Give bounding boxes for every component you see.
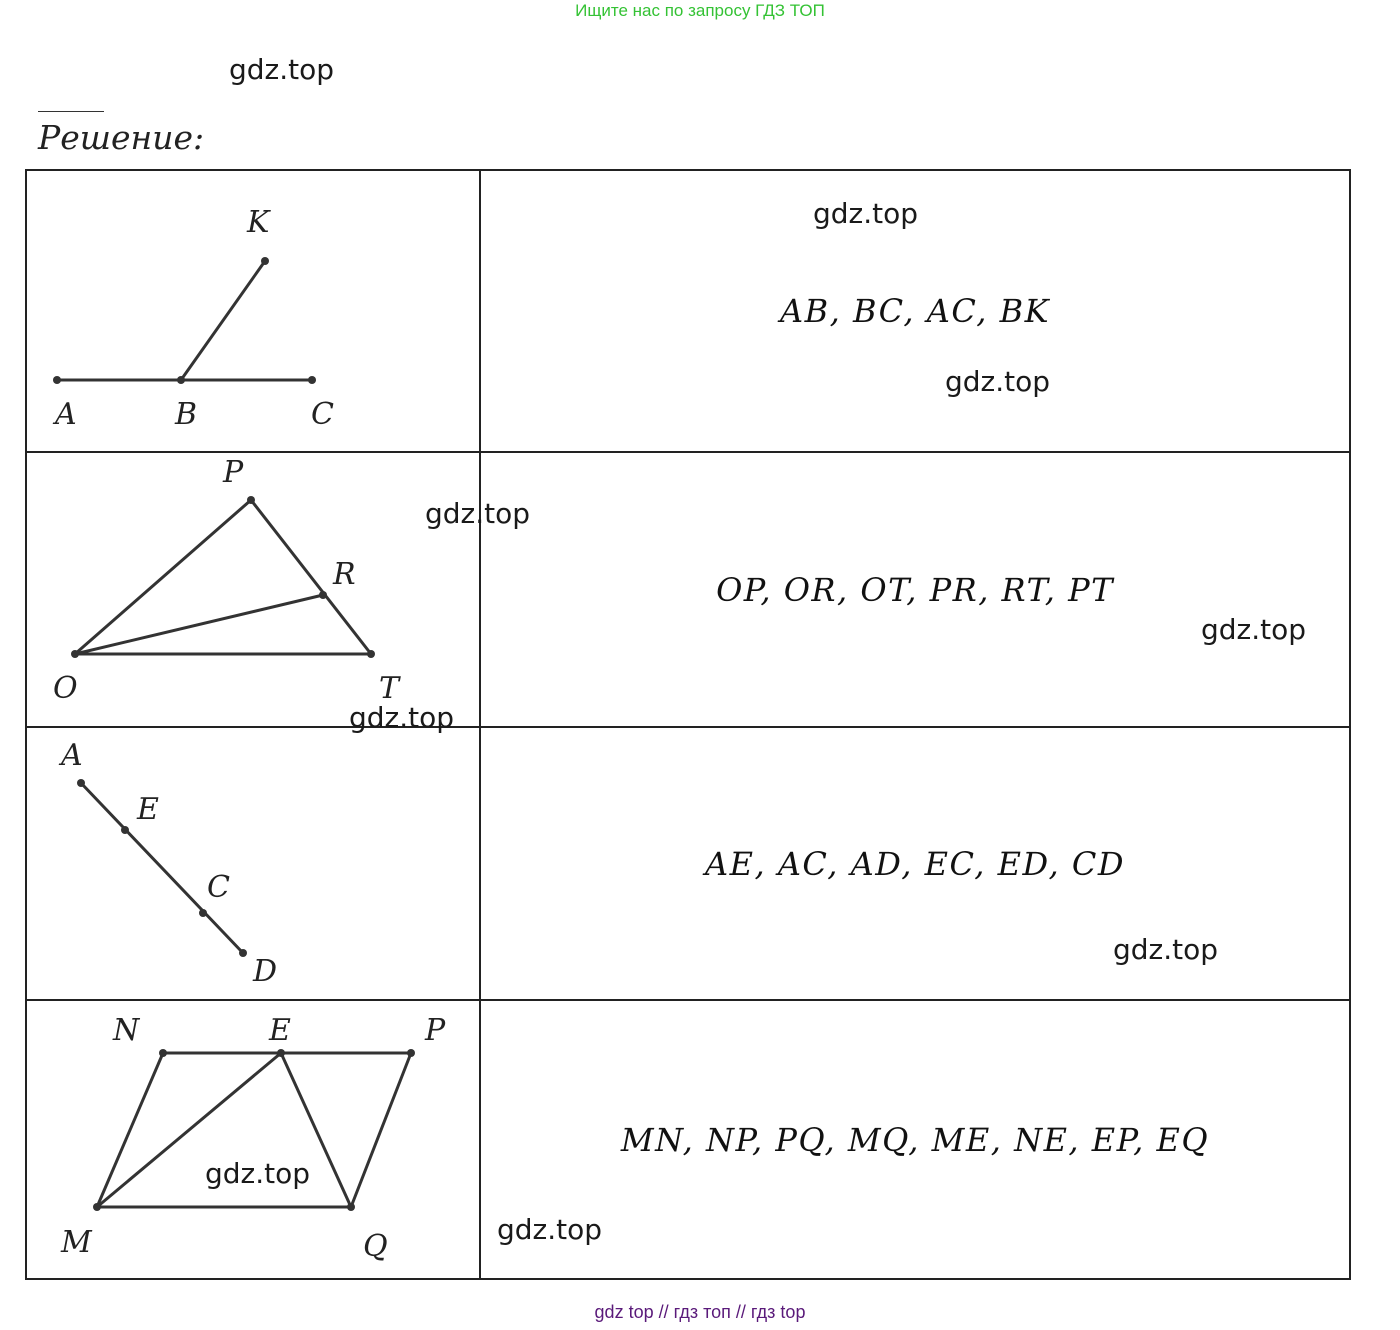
figure-cell [26, 452, 480, 727]
solution-heading: Решение: [38, 118, 205, 157]
point-label-o: O [53, 671, 78, 706]
answer-cell [480, 452, 1350, 727]
point-label-m: M [61, 1225, 92, 1260]
point-label-r: R [333, 557, 356, 592]
table-row [26, 1000, 1350, 1279]
solution-table [25, 169, 1351, 1280]
point-label-k: K [247, 205, 270, 240]
figure-cell [26, 170, 480, 452]
point-label-t: T [379, 671, 400, 706]
watermark: gdz.top [425, 497, 531, 530]
watermark: gdz.top [497, 1213, 603, 1246]
point-label-n: N [113, 1013, 140, 1048]
point-label-e: E [269, 1013, 291, 1048]
figure-parallelogram [27, 1002, 479, 1277]
answer-text: AE, AC, AD, EC, ED, CD [705, 844, 1125, 883]
answer-text: MN, NP, PQ, MQ, ME, NE, EP, EQ [620, 1120, 1210, 1159]
figure-cell [26, 727, 480, 1000]
answer-cell [480, 727, 1350, 1000]
top-banner: Ищите нас по запросу ГДЗ ТОП [575, 1, 825, 20]
point-label-p: P [425, 1013, 446, 1048]
figure-line-segment [27, 729, 479, 998]
point-label-a: A [55, 397, 77, 432]
watermark: gdz.top [1113, 933, 1219, 966]
point-label-e: E [137, 792, 159, 827]
watermark: gdz.top [229, 53, 335, 86]
table-row [26, 452, 1350, 727]
figure-angle-segments [27, 172, 479, 450]
footer-links: gdz top // гдз топ // гдз top [594, 1302, 806, 1322]
figure-cell [26, 1000, 480, 1279]
point-label-c: C [207, 870, 230, 905]
watermark: gdz.top [945, 365, 1051, 398]
point-label-p: P [223, 455, 244, 490]
point-label-b: B [175, 397, 198, 432]
answer-cell [480, 1000, 1350, 1279]
point-label-d: D [253, 954, 278, 989]
answer-text: AB, BC, AC, BK [780, 292, 1050, 330]
watermark: gdz.top [813, 197, 919, 230]
point-label-a: A [61, 738, 83, 773]
watermark: gdz.top [349, 701, 455, 734]
watermark: gdz.top [1201, 613, 1307, 646]
table-row [26, 170, 1350, 452]
short-rule [38, 111, 104, 112]
point-label-q: Q [363, 1229, 388, 1264]
point-label-c: C [311, 397, 334, 432]
answer-text: OP, OR, OT, PR, RT, PT [716, 570, 1114, 609]
figure-triangle [27, 454, 479, 725]
watermark: gdz.top [205, 1157, 311, 1190]
